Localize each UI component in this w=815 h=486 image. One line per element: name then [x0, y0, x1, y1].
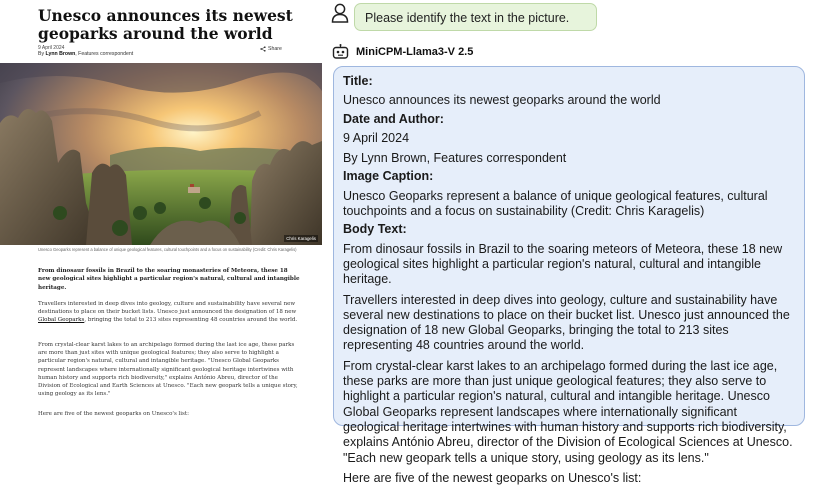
response-author-text: By Lynn Brown, Features correspondent — [343, 151, 567, 166]
byline-prefix: By — [38, 51, 46, 57]
response-body-heading: Body Text: — [343, 222, 407, 237]
response-caption-text: Unesco Geoparks represent a balance of unique geological features, cultural touchpoints and a focus on sustainability (Credit: Chris Karagelis) — [343, 188, 768, 219]
article-panel — [0, 0, 322, 432]
hero-image — [0, 63, 322, 245]
p1-text-b: , bringing the total to 213 sites representing 48 countries around the world. — [84, 317, 298, 324]
image-caption: Unesco Geoparks represent a balance of unique geological features, cultural touchpoints and a focus on sustainability (Credit: Chris Karagelis) — [38, 247, 297, 252]
share-button[interactable] — [260, 46, 282, 52]
p1-text-a: Travellers interested in deep dives into geology, culture and sustainability have several new destinations to place on their bucket lists. Unesco just announced the designation of 18 new — [38, 301, 297, 316]
article-date: 9 April 2024 — [38, 45, 65, 51]
response-date-text: 9 April 2024 — [343, 130, 410, 145]
share-icon — [260, 46, 266, 52]
article-paragraph-3: Here are five of the newest geoparks on Unesco's list: — [38, 411, 189, 417]
response-caption-heading: Image Caption: — [343, 169, 434, 184]
author-name[interactable]: Lynn Brown — [45, 51, 76, 57]
global-geoparks-link[interactable]: Global Geoparks — [38, 317, 85, 324]
response-body-4: Here are five of the newest geoparks on Unesco's list: — [343, 470, 642, 485]
article-byline — [38, 51, 133, 57]
robot-icon — [332, 44, 349, 59]
article-paragraph-1 — [38, 300, 300, 325]
share-label: Share — [268, 46, 282, 52]
model-response-bubble — [333, 66, 805, 485]
user-icon — [331, 3, 349, 23]
response-date-heading: Date and Author: — [343, 111, 444, 126]
response-body-1: From dinosaur fossils in Brazil to the soaring meteors of Meteora, these 18 new geological sites highlight a particular region's natural, cultural and intangible heritage. — [343, 241, 783, 287]
article-title: Unesco announces its newest geoparks around the world — [38, 6, 293, 43]
photo-credit: Chris Karagelis — [286, 236, 316, 241]
response-body-2: Travellers interested in deep dives into geology, culture and sustainability have several new destinations to place on their bucket list. Unesco just announced the designation of 18 new Global Geoparks, bringing the total to 213 sites representing 48 countries around the world. — [343, 292, 790, 353]
article-paragraph-2: From crystal-clear karst lakes to an archipelago formed during the last ice age, these parks are more than just sites with unique geological features; they also serve to highlight a particular region's natural, cultural and intangible heritage. "Unesco Global Geoparks represent landscapes where internationally significant geological heritage intertwines with human history and supports rich biodiversity," explains António Abreu, director of the Division of Ecological and Earth Sciences at Unesco. "Each new geopark tells a unique story, using geology as its lens." — [38, 342, 298, 398]
response-body-3: From crystal-clear karst lakes to an archipelago formed during the last ice age, these parks are more than just unique geological features; they also serve to highlight a particular region's natural, cultural and intangible heritage. Unesco Global Geoparks represent landscapes where internationally significant geological heritage intertwines with human history and supports rich biodiversity, explains António Abreu, director of the Division of Ecological Sciences at Unesco. "Each new geopark tells a unique story, using geology as its lens." — [343, 358, 793, 465]
response-title-text: Unesco announces its newest geoparks around the world — [343, 93, 661, 108]
user-prompt-bubble: Please identify the text in the picture. — [354, 3, 597, 31]
model-name: MiniCPM-Llama3-V 2.5 — [356, 46, 474, 58]
article-lead: From dinosaur fossils in Brazil to the soaring monasteries of Meteora, these 18 new geological sites highlight a particular region's natural, cultural and intangible heritage. — [38, 268, 300, 291]
author-role: , Features correspondent — [75, 51, 134, 57]
response-title-heading: Title: — [343, 74, 373, 88]
